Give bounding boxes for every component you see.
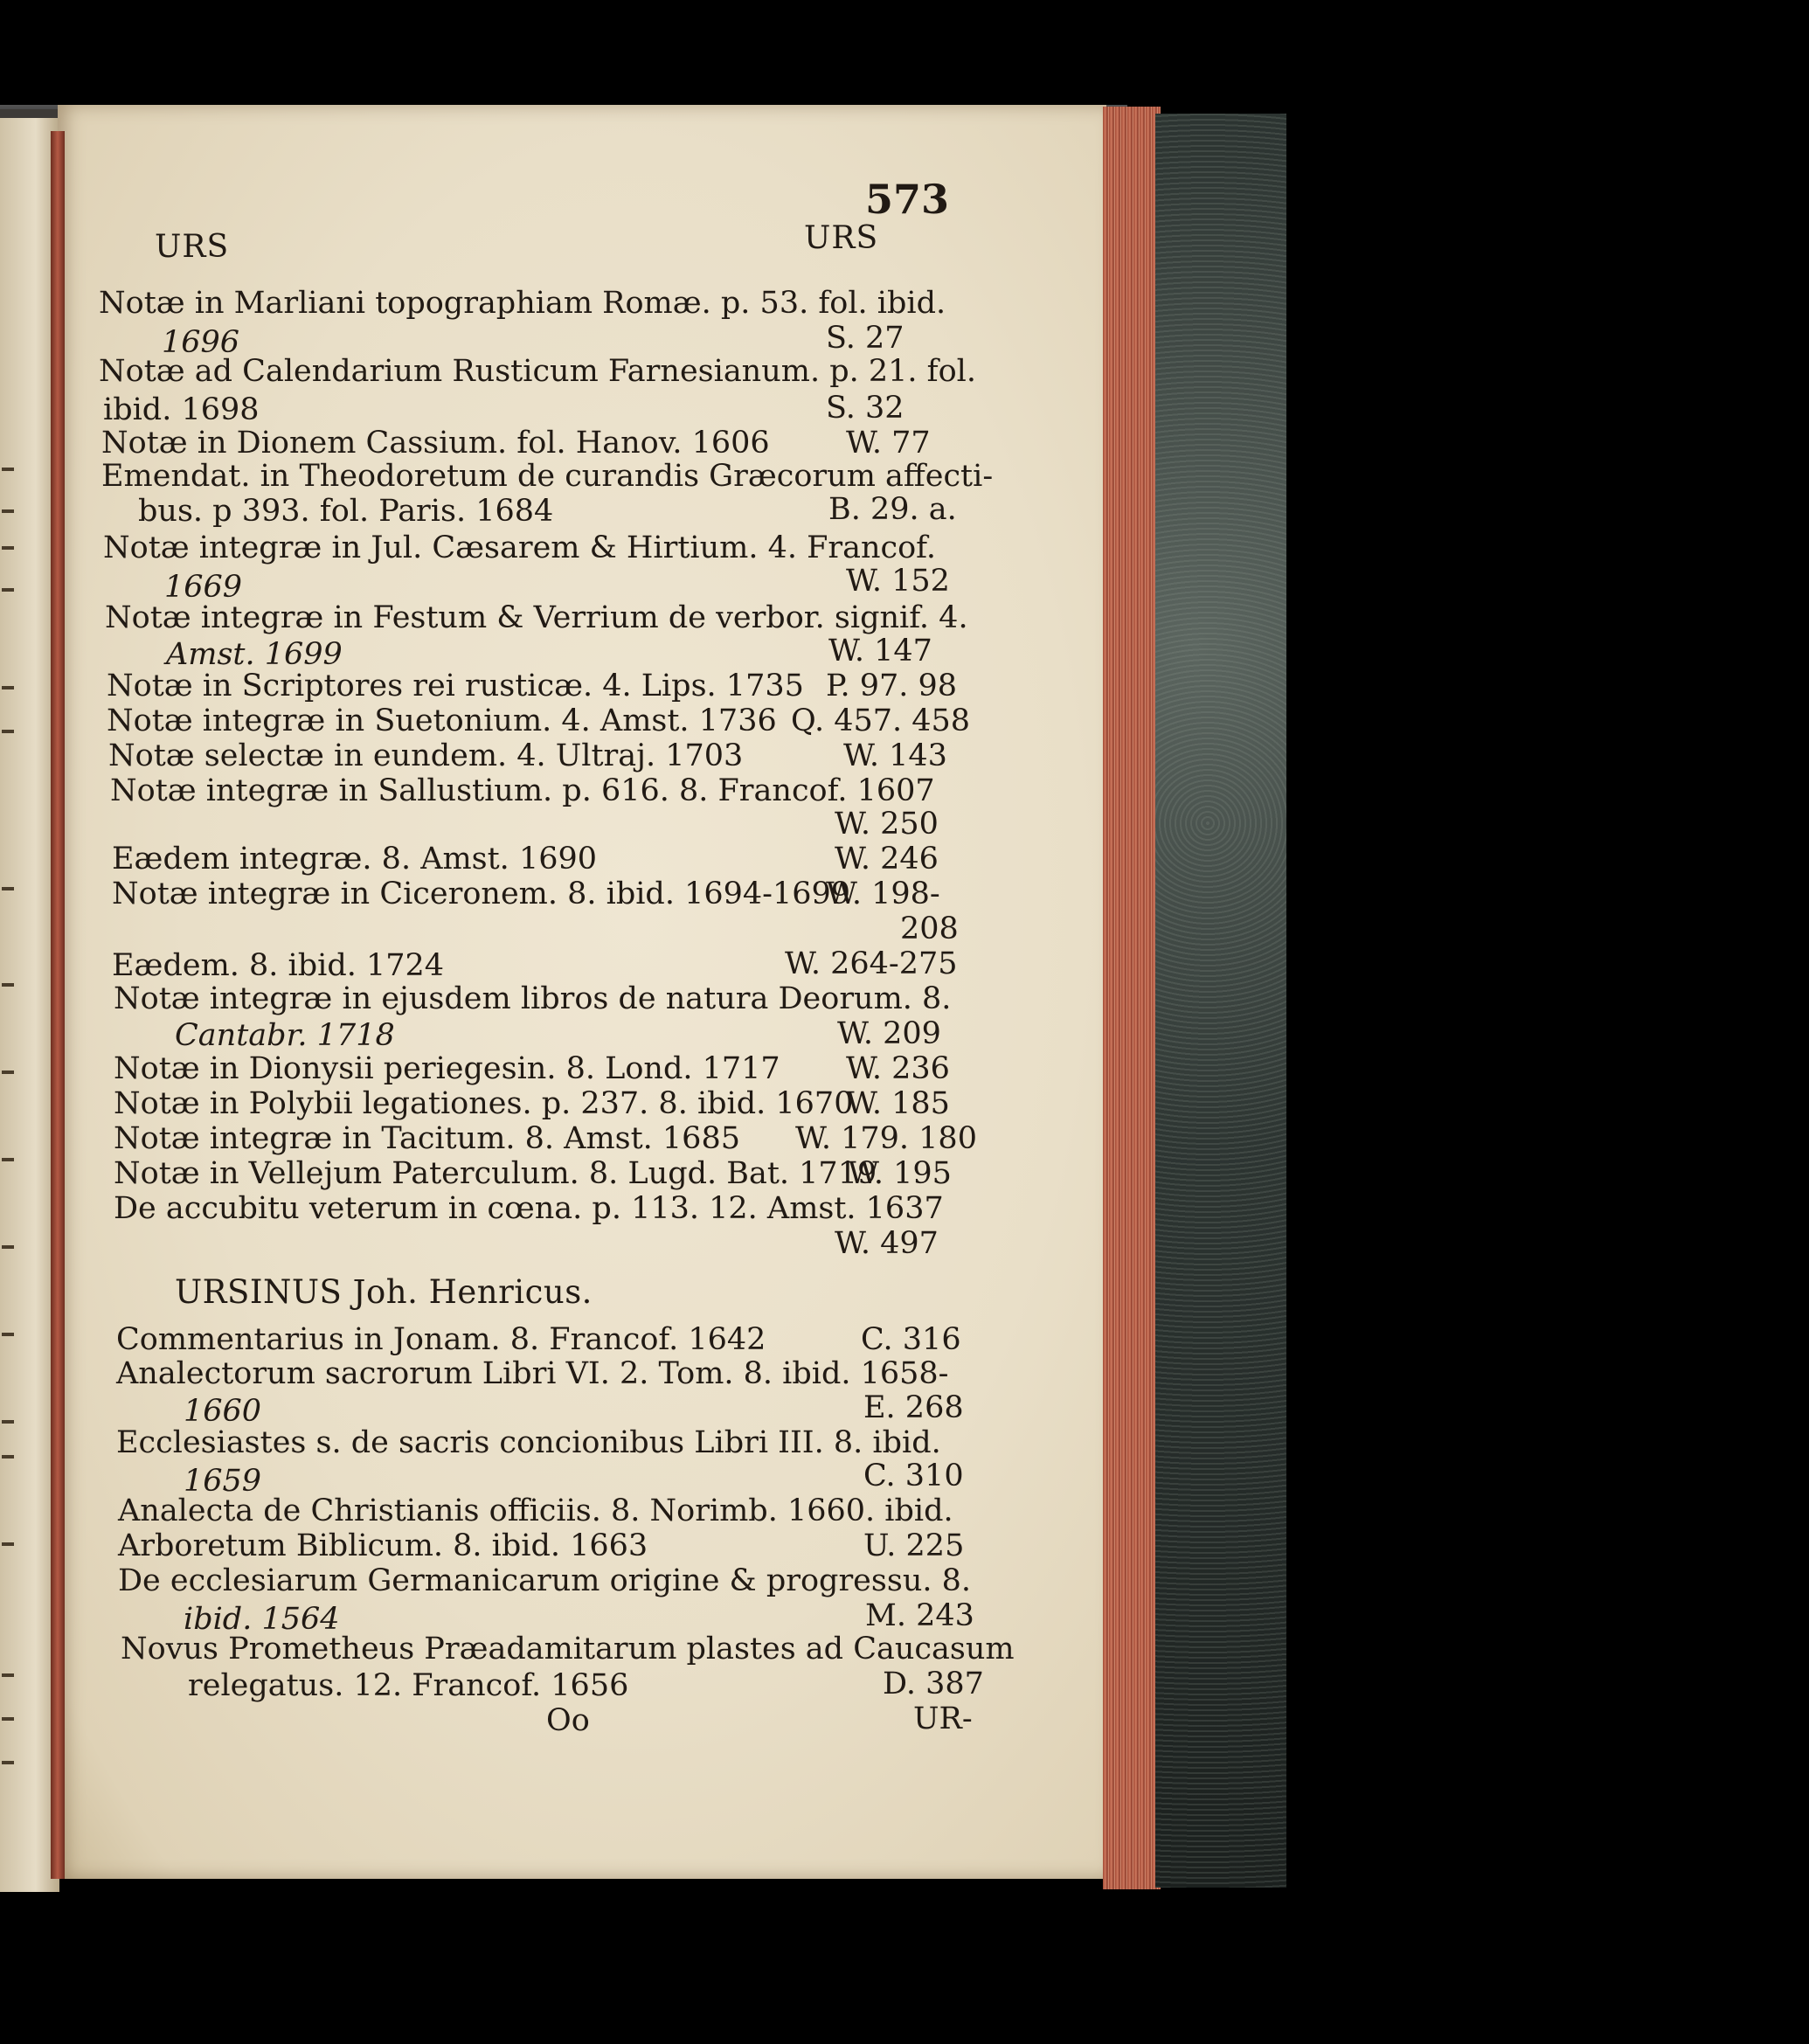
entry-line: Emendat. in Theodoretum de curandis Græcorum affecti- [101, 459, 994, 494]
entry-continuation: Cantabr. 1718 [175, 1018, 395, 1053]
entry-line: Notæ integræ in Festum & Verrium de verbor. signif. 4. [105, 600, 968, 635]
entry-line: Eædem integræ. 8. Amst. 1690 [112, 842, 598, 876]
section-entry-continuation: 1659 [184, 1464, 262, 1499]
section-entry-line: Commentarius in Jonam. 8. Francof. 1642 [116, 1322, 766, 1357]
section-entry-ref: U. 225 [863, 1528, 965, 1563]
entry-line: Notæ integræ in Ciceronem. 8. ibid. 1694-1699 [112, 876, 851, 911]
signature-mark: Oo [546, 1703, 590, 1738]
entry-line: Notæ in Scriptores rei rusticæ. 4. Lips. 1735 [107, 669, 804, 703]
section-entry-line: Ecclesiastes s. de sacris concionibus Libri III. 8. ibid. [116, 1425, 941, 1460]
section-entry-line: De ecclesiarum Germanicarum origine & progressu. 8. [118, 1563, 972, 1598]
section-entry-ref: C. 316 [861, 1322, 961, 1357]
entry-ref: W. 246 [835, 842, 939, 876]
entry-ref: W. 143 [843, 738, 947, 773]
entry-line: Notæ integræ in ejusdem libros de natura Deorum. 8. [114, 981, 952, 1016]
entry-ref: W. 185 [846, 1086, 950, 1121]
running-head-right: URS [804, 220, 879, 256]
page-gutter [51, 131, 65, 1879]
entry-ref: P. 97. 98 [826, 669, 958, 703]
section-entry-continuation: ibid. 1564 [184, 1602, 340, 1637]
entry-ref: W. 198- [826, 876, 940, 911]
entry-ref-continuation: 208 [900, 911, 959, 946]
entry-line: Notæ in Marliani topographiam Romæ. p. 53. fol. ibid. [99, 286, 946, 321]
entry-line: Notæ integræ in Sallustium. p. 616. 8. Francof. 1607 [110, 773, 935, 808]
section-entry-ref: M. 243 [865, 1598, 974, 1633]
entry-line: Notæ in Vellejum Paterculum. 8. Lugd. Bat. 1719 [114, 1156, 877, 1191]
section-entry-ref: D. 387 [883, 1666, 984, 1701]
section-heading: URSINUS Joh. Henricus. [175, 1273, 593, 1311]
entry-line: Notæ selectæ in eundem. 4. Ultraj. 1703 [108, 738, 744, 773]
left-page-text-marks [2, 468, 19, 1866]
entry-ref: W. 179. 180 [795, 1121, 977, 1156]
entry-ref: W. 195 [848, 1156, 952, 1191]
section-entry-continuation: 1660 [184, 1394, 262, 1429]
entry-continuation: Amst. 1699 [166, 637, 343, 672]
running-head-left: URS [155, 229, 230, 265]
entry-ref: W. 236 [846, 1051, 950, 1086]
entry-ref: W. 152 [846, 564, 950, 599]
entry-ref: W. 147 [828, 634, 932, 669]
entry-line: Notæ in Dionysii periegesin. 8. Lond. 1717 [114, 1051, 780, 1086]
entry-continuation: 1696 [162, 325, 240, 360]
entry-ref: W. 209 [837, 1016, 941, 1051]
entry-line: Eædem. 8. ibid. 1724 [112, 948, 445, 983]
entry-line: Notæ in Polybii legationes. p. 237. 8. ibid. 1670 [114, 1086, 854, 1121]
entry-ref: W. 77 [846, 426, 931, 461]
entry-line: Notæ integræ in Tacitum. 8. Amst. 1685 [114, 1121, 740, 1156]
section-entry-line: Analectorum sacrorum Libri VI. 2. Tom. 8. ibid. 1658- [116, 1356, 949, 1391]
entry-ref: Q. 457. 458 [791, 703, 971, 738]
entry-line: Notæ in Dionem Cassium. fol. Hanov. 1606 [101, 426, 770, 461]
section-entry-continuation: relegatus. 12. Francof. 1656 [188, 1668, 629, 1703]
section-entry-line: Analecta de Christianis officiis. 8. Norimb. 1660. ibid. [118, 1493, 953, 1528]
book-cover-right [1155, 114, 1286, 1888]
entry-ref: W. 250 [835, 807, 939, 842]
entry-ref: W. 497 [835, 1226, 939, 1261]
entry-continuation: 1669 [164, 570, 243, 605]
entry-line: Notæ ad Calendarium Rusticum Farnesianum. p. 21. fol. [99, 354, 976, 389]
catchword: UR- [913, 1701, 973, 1736]
entry-ref: B. 29. a. [828, 492, 957, 527]
entry-continuation: ibid. 1698 [103, 392, 260, 427]
entry-ref: W. 264-275 [785, 946, 958, 981]
entry-line: De accubitu veterum in cœna. p. 113. 12. Amst. 1637 [114, 1191, 944, 1226]
entry-ref: S. 32 [826, 391, 904, 426]
section-entry-ref: E. 268 [863, 1390, 964, 1425]
entry-line: Notæ integræ in Suetonium. 4. Amst. 1736 [107, 703, 777, 738]
entry-line: Notæ integræ in Jul. Cæsarem & Hirtium. 4. Francof. [103, 530, 937, 565]
page-number: 573 [865, 176, 950, 223]
page-edges [1103, 107, 1161, 1889]
section-entry-ref: C. 310 [863, 1459, 964, 1493]
entry-ref: S. 27 [826, 321, 904, 356]
section-entry-line: Novus Prometheus Præadamitarum plastes ad Caucasum [121, 1632, 1015, 1666]
section-entry-line: Arboretum Biblicum. 8. ibid. 1663 [118, 1528, 648, 1563]
entry-continuation: bus. p 393. fol. Paris. 1684 [138, 494, 554, 529]
